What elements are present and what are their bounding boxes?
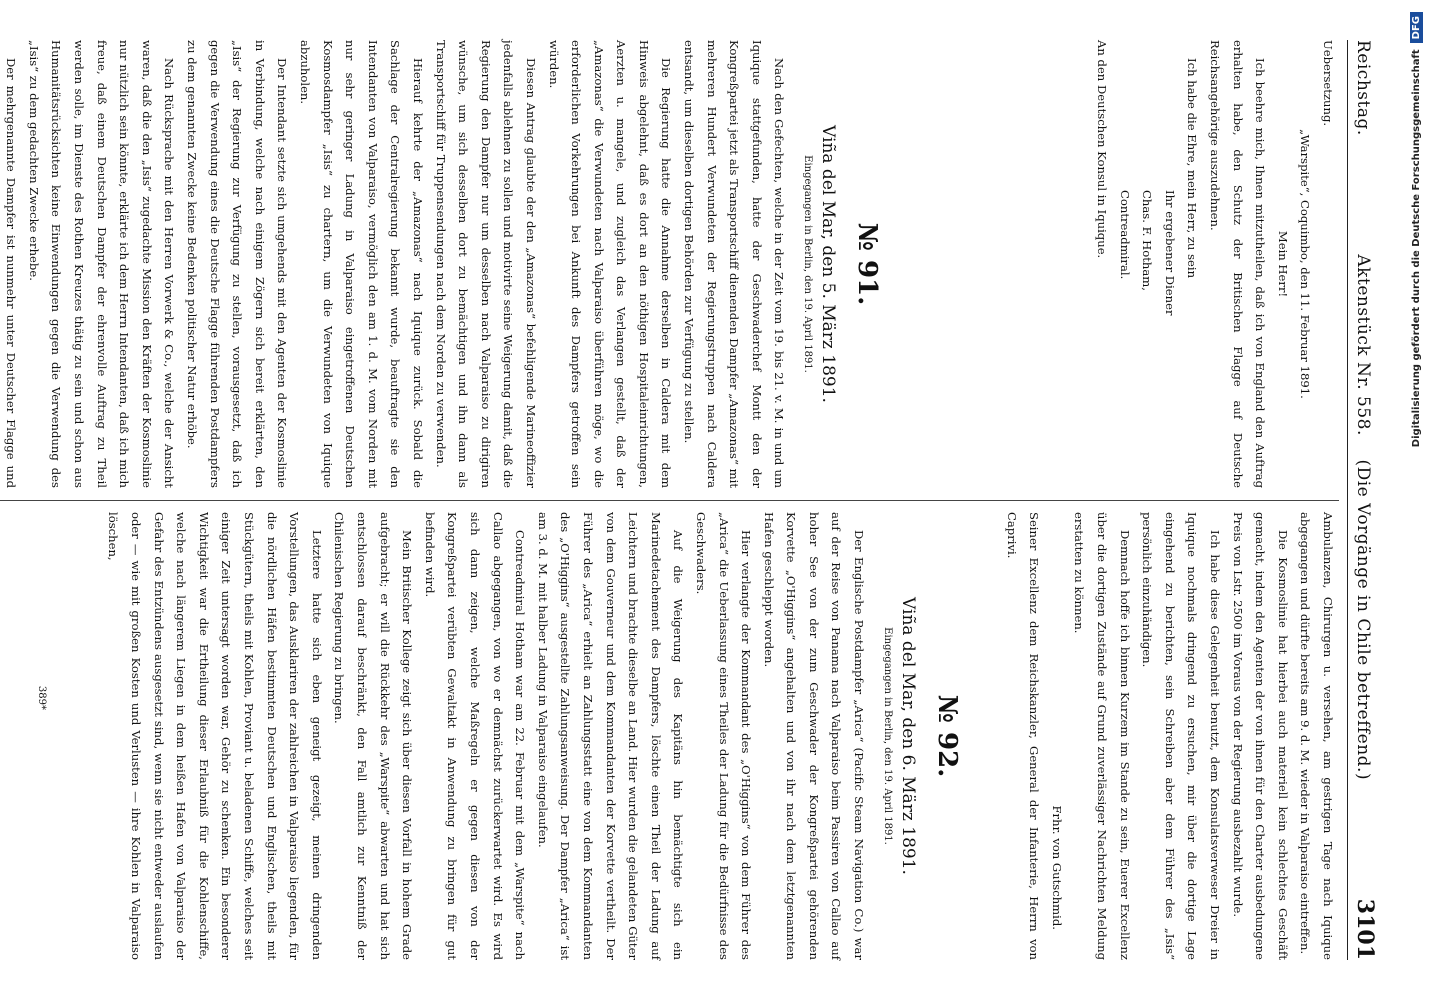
doc92-paragraph: Mein Britischer Kollege zeigt sich über diesen Vorfall in hohem Grade aufgebracht; er will die Rückkehr des „Warspite“ abwarten und hat sich entschlossen darauf beschränkt, den Fall amtlich zur Kenntniß der Chilenischen Regierung zu bringen. [332, 512, 415, 960]
column-divider [0, 500, 1339, 501]
letter-paragraph: Ich beehre mich, Ihnen mitzutheilen, daß ich von England den Auftrag erhalten habe, den Schutz der Britischen Flagge auf Deutsche Reichsangehörige auszudehnen. [1208, 40, 1268, 488]
doc90-addressee: Seiner Excellenz dem Reichskanzler, General der Infanterie, Herrn von Caprivi. [1004, 512, 1042, 960]
doc91-paragraph: Hierauf kehrte der „Amazonas“ nach Iquique zurück. Sobald die Sachlage der Centralregierung bekannt wurde, beauftragte sie den Intendanten von Valparaiso, vermöglich den am 1. d. M. vom Norden mit nur sehr geringer Ladung in Valparaiso eingetroffenen Deutschen Kosmosdampfer „Isis“ zu chartern, um die Verwundeten von Iquique abzuholen. [298, 40, 425, 488]
doc90-paragraph: Die Kosmoslinie hat hierbei auch materiell kein schlechtes Geschäft gemacht, indem den Agenten der von ihnen für den Charter ausbedungene Preis von Lstr. 2500 im Voraus von der Regierung ausbezahlt wurde. [1230, 512, 1290, 960]
letter-addressee: An den Deutschen Konsul in Iquique. [1095, 40, 1110, 259]
dfg-notice: Digitalisierung gefördert durch die Deutsche Forschungsgemeinschaft [1410, 49, 1422, 448]
document-91-received: Eingegangen in Berlin, den 19. April 1891. [802, 155, 814, 373]
dfg-logo: DFG [1410, 12, 1423, 43]
footer-number: 389* [36, 685, 47, 710]
right-column [0, 512, 1339, 960]
doc91-paragraph: Nach Rücksprache mit den Herren Vorwerk & Co., welche der Ansicht waren, daß die den „Isis“ zugedachte Mission den Kräften der Kosmoslinie nur nützlich sein könnte, erklärte ich dem Herrn Intendanten, daß ich mich freue, daß einem Deutschen Dampfer der ehrenvolle Auftrag zu Theil werden solle, im Dienste des Rothen Kreuzes thätig zu sein und schon aus Humanitätsrücksichten keine Einwendungen gegen die Verwendung des „Isis“ zu dem gedachten Zwecke erhebe. [26, 40, 177, 488]
doc92-paragraph: Contreadmiral Hotham war am 22. Februar mit dem „Warspite“ nach Callao abgegangen, von wo er demnächst zurückerwartet wird. Es wird sich dann zeigen, welche Maßregeln er gegen diesen von der Kongreßpartei verübten Gewaltakt in Anwendung zu bringen für gut befinden wird. [422, 512, 528, 960]
dfg-sidebar [1404, 12, 1428, 988]
letter-closing: Ich habe die Ehre, mein Herr, zu sein [1185, 58, 1200, 279]
doc90-paragraph: Demnach hoffe ich binnen Kurzem im Stande zu sein, Euerer Excellenz über die dortigen Zustände auf Grund zuverlässiger Nachrichten Meldung erstatten zu können. [1072, 512, 1132, 960]
letter-signature-title: Contreadmiral. [1117, 190, 1132, 280]
doc92-paragraph: Auf die Weigerung des Kapitäns hin bemächtigte sich ein Marinedetachement des Dampfers, löschte einen Theil der Ladung auf Leichtern und brachte dieselbe an Land. Hier wurden die gelandeten Güter von dem Gouverneur und dem Kommandanten der Korvette vertheilt. Der Führer des „Arica“ erhielt an Zahlungsstatt eine von dem Kommandanten des „O'Higgins“ ausgestellte Zahlungsanweisung. Der Dampfer „Arica“ ist am 3. d. M. mit halber Ladung in Valparaiso eingelaufen. [535, 512, 686, 960]
doc92-paragraph: Letztere hatte sich eben geneigt gezeigt, meinen dringenden Vorstellungen, das Ausklariren der zahlreichen in Valparaiso liegenden, für die nördlichen Häfen bestimmten Deutschen und Englischen, theils mit Stückgütern, theils mit Kohlen, Proviant u. beladenen Schiffe, welches seit einiger Zeit untersagt worden war, Gehör zu schenken. Ein besonderer Wichtigkeit war die Ertheilung dieser Erlaubniß für die Kohlenschiffe, welche nach längerem Liegen in dem heißen Hafen von Valparaiso der Gefahr des Entzündens ausgesetzt sind, wenn sie nicht entweder auslaufen oder — wie mit großen Kosten und Verlusten — ihre Kohlen in Valparaiso löschen, [106, 512, 324, 960]
letter-salutation: Mein Herr! [1275, 230, 1290, 298]
header-doc-title: Aktenstück Nr. 558. [1353, 254, 1373, 436]
letter-dateline: „Warspite“, Coquimbo, den 11. Februar 1891. [1298, 129, 1313, 399]
document-number-92: № 92. [932, 694, 963, 778]
document-number-91: № 91. [852, 222, 883, 306]
doc91-paragraph: Diesen Antrag glaubte der den „Amazonas“ befehligende Marineoffizier jedenfalls ablehnen zu sollen und motivirte seine Weigerung damit, daß die Regierung den Dampfer nur um desselben nach Valparaiso zu dirigiren wünsche, um sich desselben dort zu bemächtigen und ihn dann als Transportschiff für Truppensendungen nach dem Norden zu verwenden. [433, 40, 538, 488]
doc91-paragraph: Nach den Gefechten, welche in der Zeit vom 19. bis 21. v. M. in und um Iquique stattgefunden, hatte der Geschwaderchef Montt den der Kongreßpartei jetzt als Transportschiff dienenden Dampfer „Amazonas“ mit mehreren Hundert Verwundeten der Regierungstruppen nach Caldera entsandt, um dieselben dortigen Behörden zur Verfügung zu stellen. [682, 40, 787, 488]
header-left: Reichstag. [1353, 40, 1373, 136]
header-title [1352, 136, 1374, 899]
left-column [0, 40, 1339, 488]
document-91-dateline: Viña del Mar, den 5. März 1891. [818, 125, 839, 403]
doc91-paragraph: Der Intendant setzte sich umgehends mit den Agenten der Kosmoslinie in Verbindung, welche nach einigem Zögern sich bereit erklärten, den „Isis“ der Regierung zur Verfügung zu stellen, vorausgesetzt, daß ich gegen die Verwendung eines die Deutsche Flagge führenden Postdampfers zu dem genannten Zwecke keine Bedenken politischer Natur erhöbe. [185, 40, 290, 488]
translation-heading: Uebersetzung. [1321, 40, 1335, 127]
doc90-paragraph: Ambulanzen, Chirurgen u. versehen, am gestrigen Tage nach Iquique abgegangen und dürfte bereits am 9. d. M. wieder in Valparaiso eintreffen. [1298, 512, 1335, 960]
header-subject: (Die Vorgänge in Chile betreffend.) [1353, 459, 1373, 781]
doc90-paragraph: Ich habe diese Gelegenheit benutzt, dem Konsulatsverweser Dreier in Iquique nochmals dringend zu ersuchen, mir über die dortige Lage eingehend zu berichten, sein Schreiben aber dem Führer des „Isis“ persönlich einzuhändigen. [1140, 512, 1223, 960]
doc90-signature: Frhr. von Gutschmid. [1049, 805, 1064, 930]
page-number: 3101 [1352, 898, 1378, 960]
document-92-received: Eingegangen in Berlin, den 19. April 1891. [882, 627, 894, 845]
letter-closing-2: Ihr ergebener Diener [1162, 190, 1177, 316]
doc92-paragraph: Der Englische Postdampfer „Arica“ (Pacific Steam Navigation Co.) war auf der Reise von Panama nach Valparaiso beim Passiren von Callao auf hoher See von der zum Geschwader der Kongreßpartei gehörenden Korvette „O'Higgins“ angehalten und von ihr nach dem letztgenannten Hafen geschleppt worden. [761, 512, 867, 960]
doc91-paragraph: Die Regierung hatte die Annahme derselben in Caldera mit dem Hinweis abgelehnt, daß es dort an den nöthigen Hospitaleinrichtungen, Aerzten u. mangele, und zugleich das Verlangen gestellt, daß der „Amazonas“ die Verwundeten nach Valparaiso überführen möge, wo die erforderlichen Vorkehrungen bei Ankunft des Dampfers getroffen sein würden. [546, 40, 674, 488]
doc91-paragraph: Der mehrgenannte Dampfer ist nunmehr unter Deutscher Flagge und [4, 58, 19, 488]
letter-signature: Chas. F. Hotham, [1140, 190, 1155, 291]
document-92-dateline: Viña del Mar, den 6. März 1891. [898, 597, 919, 875]
doc92-paragraph: Hier verlangte der Kommandant des „O'Higgins“ von dem Führer des „Arica“ die Ueberlassung eines Theiles der Ladung für die Bedürfnisse des Geschwaders. [693, 512, 754, 960]
page-header [1347, 40, 1376, 960]
